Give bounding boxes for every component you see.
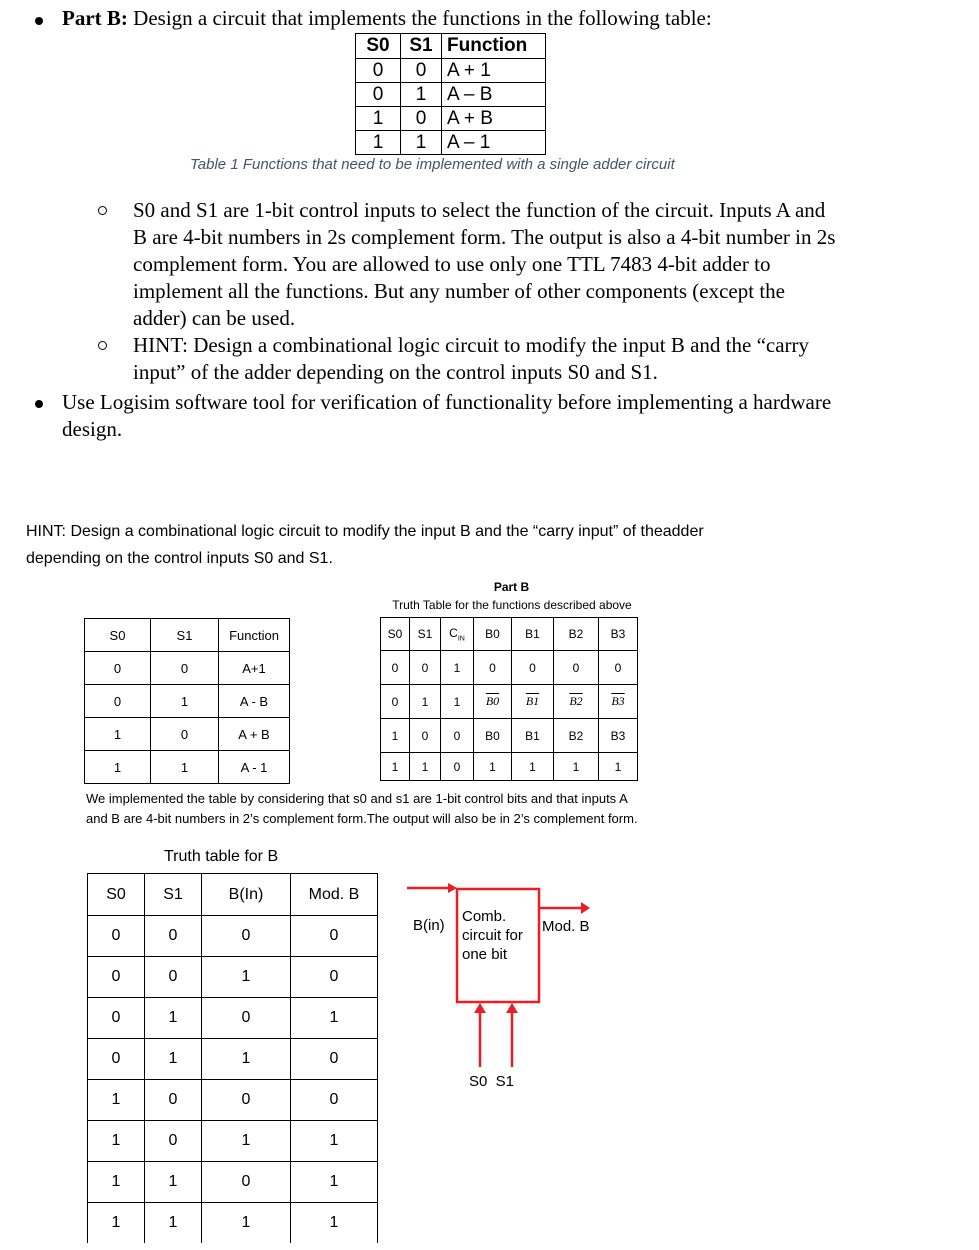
table-cell: 0 — [202, 916, 291, 957]
table-cell: 1 — [145, 1039, 202, 1080]
table-header: B1 — [512, 618, 554, 651]
table-cell: 0 — [291, 957, 378, 998]
text-line: Use Logisim software tool for verification of functionality before implementing a hardware — [62, 390, 832, 414]
part-b-heading-text: Design a circuit that implements the functions in the following table: — [127, 6, 712, 30]
b-table-title: Truth table for B — [164, 848, 279, 865]
table-row — [88, 916, 378, 957]
table-row — [356, 131, 546, 155]
table-header: S1 — [410, 618, 441, 651]
table-row — [381, 651, 638, 685]
table-row — [88, 1080, 378, 1121]
sub-bullet — [98, 206, 107, 215]
table-header: S1 — [145, 874, 202, 916]
table-cell: 0 — [202, 1162, 291, 1203]
part-b-heading — [62, 6, 712, 31]
table-cell: A - B — [219, 685, 290, 718]
s0-arrow-head — [474, 1003, 486, 1013]
table-cell: A + 1 — [442, 59, 546, 83]
table-cell: A – B — [442, 83, 546, 107]
cin-label: C — [449, 625, 458, 640]
table-cell: 0 — [410, 651, 441, 685]
text-line: HINT: Design a combinational logic circuit to modify the input B and the “carry input” of theadder — [26, 523, 704, 540]
table-cell-complement: B0 — [474, 685, 512, 719]
table-cell: 0 — [441, 719, 474, 753]
text-line: design. — [62, 417, 123, 441]
table-row — [85, 751, 290, 784]
table-row — [381, 719, 638, 753]
table-cell: 1 — [145, 1162, 202, 1203]
table-header-cin — [441, 618, 474, 651]
table-cell: 1 — [291, 998, 378, 1039]
table-cell: 0 — [88, 916, 145, 957]
table-row — [88, 1203, 378, 1244]
table-cell: 0 — [88, 957, 145, 998]
s1-arrow-head — [506, 1003, 518, 1013]
table-header: B3 — [599, 618, 638, 651]
table-cell: 0 — [291, 1080, 378, 1121]
table-header-row — [381, 618, 638, 651]
table-header: B0 — [474, 618, 512, 651]
table-row — [356, 83, 546, 107]
table-cell: 1 — [151, 685, 219, 718]
table-cell: 1 — [202, 1203, 291, 1244]
table-cell: B3 — [599, 719, 638, 753]
table-cell: 1 — [441, 651, 474, 685]
table-cell: 1 — [202, 1039, 291, 1080]
table-cell: 0 — [88, 1039, 145, 1080]
table-cell: 1 — [401, 83, 442, 107]
table-row — [85, 685, 290, 718]
table-cell: 1 — [88, 1203, 145, 1244]
table-cell: 1 — [145, 998, 202, 1039]
table-row — [88, 957, 378, 998]
text-line: Comb. — [462, 908, 507, 925]
table-cell: 1 — [88, 1080, 145, 1121]
text-line: one bit — [462, 946, 508, 963]
text-line: and B are 4-bit numbers in 2’s complement form.The output will also be in 2’s complement form. — [86, 811, 638, 826]
part-b-heading-bold: Part B: — [62, 6, 128, 30]
table-cell: 0 — [381, 651, 410, 685]
table-cell: 1 — [554, 753, 599, 781]
text-line: circuit for — [462, 927, 523, 944]
answer-function-table — [84, 618, 290, 784]
text-line: We implemented the table by considering that s0 and s1 are 1-bit control bits and that inputs A — [86, 791, 628, 806]
table-cell: 0 — [381, 685, 410, 719]
table-header-row — [356, 34, 546, 59]
table-cell: 0 — [85, 685, 151, 718]
truth-table-title: Part B — [493, 580, 530, 594]
block-diagram — [405, 875, 605, 1075]
table-cell: 1 — [291, 1203, 378, 1244]
table-cell: 1 — [512, 753, 554, 781]
cin-subscript: IN — [457, 635, 465, 643]
logisim-item — [62, 389, 831, 443]
table-row — [85, 718, 290, 751]
table-row — [381, 685, 638, 719]
table-row — [356, 107, 546, 131]
sub-item-hint — [133, 332, 809, 386]
table-cell: A + B — [442, 107, 546, 131]
table-cell: 0 — [202, 1080, 291, 1121]
table-cell: 0 — [410, 719, 441, 753]
table-cell: 1 — [410, 685, 441, 719]
table-cell: 1 — [85, 751, 151, 784]
table-header-row — [88, 874, 378, 916]
input-label: B(in) — [413, 917, 445, 934]
table-cell: 0 — [441, 753, 474, 781]
control-label: S0 S1 — [469, 1073, 515, 1090]
text-line: adder) can be used. — [133, 306, 296, 330]
table-cell: 0 — [145, 916, 202, 957]
text-line: implement all the functions. But any number of other components (except the — [133, 279, 785, 303]
text-line: input” of the adder depending on the control inputs S0 and S1. — [133, 360, 658, 384]
table-cell: 1 — [202, 957, 291, 998]
table-cell: 1 — [88, 1162, 145, 1203]
table-cell-complement: B2 — [554, 685, 599, 719]
input-arrow-head — [448, 883, 457, 893]
table-cell: 1 — [145, 1203, 202, 1244]
text-line: B are 4-bit numbers in 2s complement form. The output is also a 4-bit number in 2s — [133, 225, 836, 249]
table-header: B2 — [554, 618, 599, 651]
table-cell: 0 — [356, 59, 401, 83]
table-cell: 1 — [381, 753, 410, 781]
table-cell: 0 — [85, 652, 151, 685]
sub-bullet — [98, 341, 107, 350]
table-cell: 0 — [356, 83, 401, 107]
table-cell: 0 — [401, 59, 442, 83]
table-cell: 0 — [291, 916, 378, 957]
table-row — [88, 998, 378, 1039]
table-cell: A + B — [219, 718, 290, 751]
table-cell: 0 — [151, 652, 219, 685]
table-row — [381, 753, 638, 781]
table-cell: B1 — [512, 719, 554, 753]
table-cell: 1 — [356, 131, 401, 155]
table-header: Function — [219, 619, 290, 652]
table-row — [88, 1162, 378, 1203]
output-label: Mod. B — [542, 918, 590, 935]
table-cell: 1 — [599, 753, 638, 781]
table-header-row — [85, 619, 290, 652]
truth-table-functions — [380, 617, 638, 781]
table-cell: 1 — [441, 685, 474, 719]
table-cell-complement: B1 — [512, 685, 554, 719]
table-row — [85, 652, 290, 685]
implementation-paragraph — [86, 789, 638, 829]
table-cell: 1 — [291, 1121, 378, 1162]
text-line: HINT: Design a combinational logic circuit to modify the input B and the “carry — [133, 333, 810, 357]
table-cell: 1 — [401, 131, 442, 155]
table-cell: 0 — [599, 651, 638, 685]
box-label — [462, 907, 523, 964]
bullet-dot — [35, 400, 43, 408]
text-line: S0 and S1 are 1-bit control inputs to select the function of the circuit. Inputs A and — [133, 198, 826, 222]
output-arrow-head — [581, 902, 590, 914]
table-cell: 0 — [151, 718, 219, 751]
sub-item-controls — [133, 197, 835, 332]
table-header: S0 — [356, 34, 401, 59]
b-truth-table — [87, 873, 378, 1243]
table-header: Function — [442, 34, 546, 59]
table-cell: 0 — [145, 957, 202, 998]
table-header: S1 — [401, 34, 442, 59]
table-cell: A – 1 — [442, 131, 546, 155]
table-cell: 1 — [381, 719, 410, 753]
table-cell: 0 — [145, 1121, 202, 1162]
table-row — [356, 59, 546, 83]
bullet-dot — [35, 17, 43, 25]
table-header: S0 — [88, 874, 145, 916]
text-line: depending on the control inputs S0 and S1. — [26, 550, 333, 567]
function-table — [355, 33, 546, 155]
truth-table-subtitle: Truth Table for the functions described above — [392, 598, 632, 612]
table-cell: 0 — [145, 1080, 202, 1121]
table-cell: 1 — [85, 718, 151, 751]
table-cell: B0 — [474, 719, 512, 753]
table-cell: 1 — [356, 107, 401, 131]
table-cell: 0 — [512, 651, 554, 685]
table-cell: 0 — [474, 651, 512, 685]
table-row — [88, 1121, 378, 1162]
table-cell: 0 — [202, 998, 291, 1039]
text-line: complement form. You are allowed to use only one TTL 7483 4-bit adder to — [133, 252, 771, 276]
table-cell: 1 — [474, 753, 512, 781]
table-cell: 0 — [291, 1039, 378, 1080]
table-cell: 1 — [88, 1121, 145, 1162]
table-cell-complement: B3 — [599, 685, 638, 719]
table-cell: B2 — [554, 719, 599, 753]
table-cell: 1 — [291, 1162, 378, 1203]
table-header: B(In) — [202, 874, 291, 916]
table-cell: 1 — [202, 1121, 291, 1162]
table-cell: 0 — [401, 107, 442, 131]
table-cell: A - 1 — [219, 751, 290, 784]
table-header: S0 — [381, 618, 410, 651]
table-caption: Table 1 Functions that need to be implemented with a single adder circuit — [190, 156, 675, 173]
table-cell: 0 — [554, 651, 599, 685]
table-row — [88, 1039, 378, 1080]
table-header: S0 — [85, 619, 151, 652]
table-cell: 0 — [88, 998, 145, 1039]
table-cell: 1 — [151, 751, 219, 784]
answer-hint — [26, 518, 704, 572]
table-cell: A+1 — [219, 652, 290, 685]
table-header: Mod. B — [291, 874, 378, 916]
table-header: S1 — [151, 619, 219, 652]
table-cell: 1 — [410, 753, 441, 781]
